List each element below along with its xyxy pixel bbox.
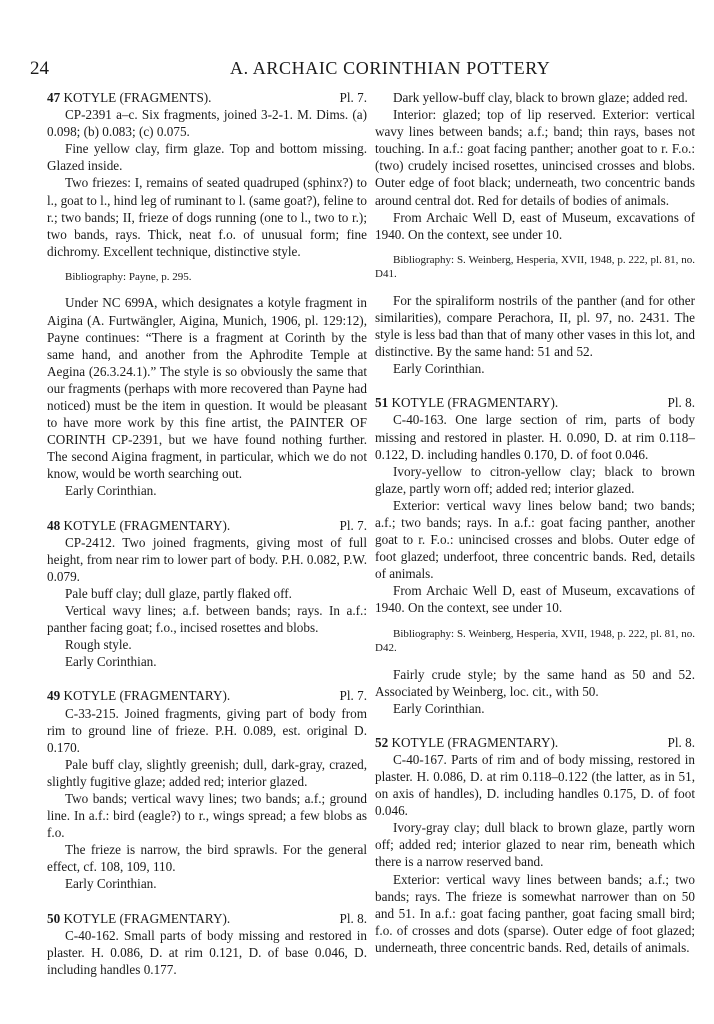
paragraph: From Archaic Well D, east of Museum, excavations of 1940. On the context, see under 10. [375, 583, 695, 616]
entry-number: 51 [375, 395, 389, 411]
paragraph: Early Corinthian. [65, 654, 157, 670]
entry-heading [375, 734, 695, 751]
paragraph: Pale buff clay, slightly greenish; dull, dark-gray, crazed, slightly fugitive glaze; added red; interior glazed. [47, 756, 367, 789]
entry-title: KOTYLE (FRAGMENTARY). [60, 910, 231, 926]
paragraph: Fine yellow clay, firm glaze. Top and bottom missing. Glazed inside. [47, 141, 367, 174]
paragraph: C-40-162. Small parts of body missing and restored in plaster. H. 0.086, D. at rim 0.121, D. of base 0.046, D. including handles 0.177. [47, 927, 367, 977]
plate-reference: Pl. 7. [339, 688, 367, 704]
paragraph: Interior: glazed; top of lip reserved. Exterior: vertical wavy lines between bands; a.f.; band; thin rays, bases not touching. In a.f.: goat facing panther; another goat to r. F.o.: (two) crudely incised rosettes, unincised crosses and blobs. Outer edge of foot black; underneath, two concentric bands around central dot. Red for details of bodies of animals. [375, 107, 695, 208]
entry-number: 52 [375, 734, 389, 750]
entry-title: KOTYLE (FRAGMENTARY). [60, 688, 231, 704]
entry-title: KOTYLE (FRAGMENTARY). [388, 395, 559, 411]
paragraph: For the spiraliform nostrils of the panther (and for other similarities), compare Perachora, II, pl. 97, no. 2431. The style is less bad than that of many other vases in this lot, and distinctive. By the same hand: 51 and 52. [375, 292, 695, 360]
right-column [375, 89, 695, 956]
paragraph: Early Corinthian. [65, 876, 157, 892]
paragraph: CP-2412. Two joined fragments, giving most of full height, from near rim to lower part of body. P.H. 0.082, P.W. 0.079. [47, 534, 367, 584]
entry-heading [47, 517, 367, 534]
running-title: A. ARCHAIC CORINTHIAN POTTERY [230, 58, 551, 78]
paragraph: Two friezes: I, remains of seated quadruped (sphinx?) to l., goat to l., hind leg of ruminant to l. (same goat?), feline to r.; two bands; II, frieze of dogs running (one to l., two to r.); two bands, rays. Thick, neat f.o. of unusual form; fine dichromy. Excellent technique, distinctive style. [47, 175, 367, 259]
paragraph: Fairly crude style; by the same hand as 50 and 52. Associated by Weinberg, loc. cit., with 50. [375, 666, 695, 699]
entry-number: 50 [47, 910, 61, 926]
entry-title: KOTYLE (FRAGMENTS). [60, 90, 212, 105]
left-column [47, 89, 367, 978]
entry-title: KOTYLE (FRAGMENTARY). [388, 734, 559, 750]
paragraph: C-33-215. Joined fragments, giving part of body from rim to ground line of frieze. P.H. 0.089, est. original D. 0.170. [47, 705, 367, 755]
paragraph: Two bands; vertical wavy lines; two bands; a.f.; ground line. In a.f.: bird (eagle?) to r., wings spread; a few blobs as f.o. [47, 790, 367, 841]
entry-heading [47, 687, 367, 704]
entry-heading [47, 89, 367, 106]
paragraph: Vertical wavy lines; a.f. between bands; rays. In a.f.: panther facing goat; f.o., incised rosettes and blobs. [47, 603, 367, 636]
paragraph: C-40-167. Parts of rim and of body missing, restored in plaster. H. 0.086, D. at rim 0.118–0.122 (the latter, as in 51, on axis of handles), D. including handles 0.175, D. of foot 0.046. [375, 751, 695, 819]
paragraph: Early Corinthian. [393, 700, 485, 716]
paragraph: Pale buff clay; dull glaze, partly flaked off. [65, 585, 292, 601]
paragraph: Ivory-gray clay; dull black to brown glaze, partly worn off; added red; interior glazed to near rim, beneath which there is a narrow reserved band. [375, 820, 695, 870]
plate-reference: Pl. 7. [339, 90, 367, 105]
paragraph: Early Corinthian. [393, 361, 485, 377]
paragraph: From Archaic Well D, east of Museum, excavations of 1940. On the context, see under 10. [375, 209, 695, 242]
entry-heading [375, 394, 695, 411]
entry-number: 49 [47, 688, 61, 704]
paragraph: C-40-163. One large section of rim, parts of body missing and restored in plaster. H. 0.090, D. at rim 0.118–0.122, D. including handles 0.170, D. of foot 0.046. [375, 412, 695, 462]
paragraph: Exterior: vertical wavy lines between bands; a.f.; two bands; rays. The frieze is somewhat narrower than on 50 and 51. In a.f.: goat facing panther, goat facing small bird; f.o. of crosses and dots (sparse). Outer edge of foot glazed; underneath, three concentric bands. Red, details of animals. [375, 871, 695, 955]
entry-number: 48 [47, 517, 61, 533]
paragraph: Under NC 699A, which designates a kotyle fragment in Aigina (A. Furtwängler, Aigina, Munich, 1906, pl. 129:12), Payne continues: “There is a fragment at Corinth by the same hand, and another from the Aphrodite Temple at Aegina (26.3.24.1).” The style is so obviously the same that our fragments (perhaps with more recovered than Payne had noticed) must be the item in question. It would be pleasant to have more work by this fine artist, the PAINTER OF CORINTH CP-2391, but we have found nothing further. The second Aigina fragment, in particular, which we do not know, would be worth searching out. [47, 295, 367, 482]
paragraph: Ivory-yellow to citron-yellow clay; black to brown glaze, partly worn off; added red; interior glazed. [375, 463, 695, 496]
entry-heading [47, 910, 367, 927]
paragraph: Early Corinthian. [65, 483, 157, 499]
paragraph: The frieze is narrow, the bird sprawls. For the general effect, cf. 108, 109, 110. [47, 842, 367, 875]
page-number: 24 [30, 58, 49, 79]
paragraph: CP-2391 a–c. Six fragments, joined 3-2-1. M. Dims. (a) 0.098; (b) 0.083; (c) 0.075. [47, 107, 367, 140]
paragraph: Exterior: vertical wavy lines below band; two bands; a.f.; two bands; rays. In a.f.: goat facing panther, another goat to r. F.o.: unincised crosses and blobs. Outer edge of foot glazed; underfoot, three concentric bands. Red, details of animals. [375, 497, 695, 582]
running-header [30, 58, 674, 80]
bibliography: Bibliography: Payne, p. 295. [65, 270, 192, 283]
bibliography: Bibliography: S. Weinberg, Hesperia, XVII, 1948, p. 222, pl. 81, no. D41. [375, 253, 695, 281]
paragraph: Rough style. [65, 637, 132, 653]
entry-number: 47 [47, 90, 61, 105]
plate-reference: Pl. 8. [667, 734, 695, 750]
plate-reference: Pl. 7. [339, 517, 367, 533]
bibliography: Bibliography: S. Weinberg, Hesperia, XVII, 1948, p. 222, pl. 81, no. D42. [375, 627, 695, 655]
plate-reference: Pl. 8. [339, 910, 367, 926]
plate-reference: Pl. 8. [667, 395, 695, 411]
paragraph: Dark yellow-buff clay, black to brown glaze; added red. [393, 90, 688, 105]
entry-title: KOTYLE (FRAGMENTARY). [60, 517, 231, 533]
